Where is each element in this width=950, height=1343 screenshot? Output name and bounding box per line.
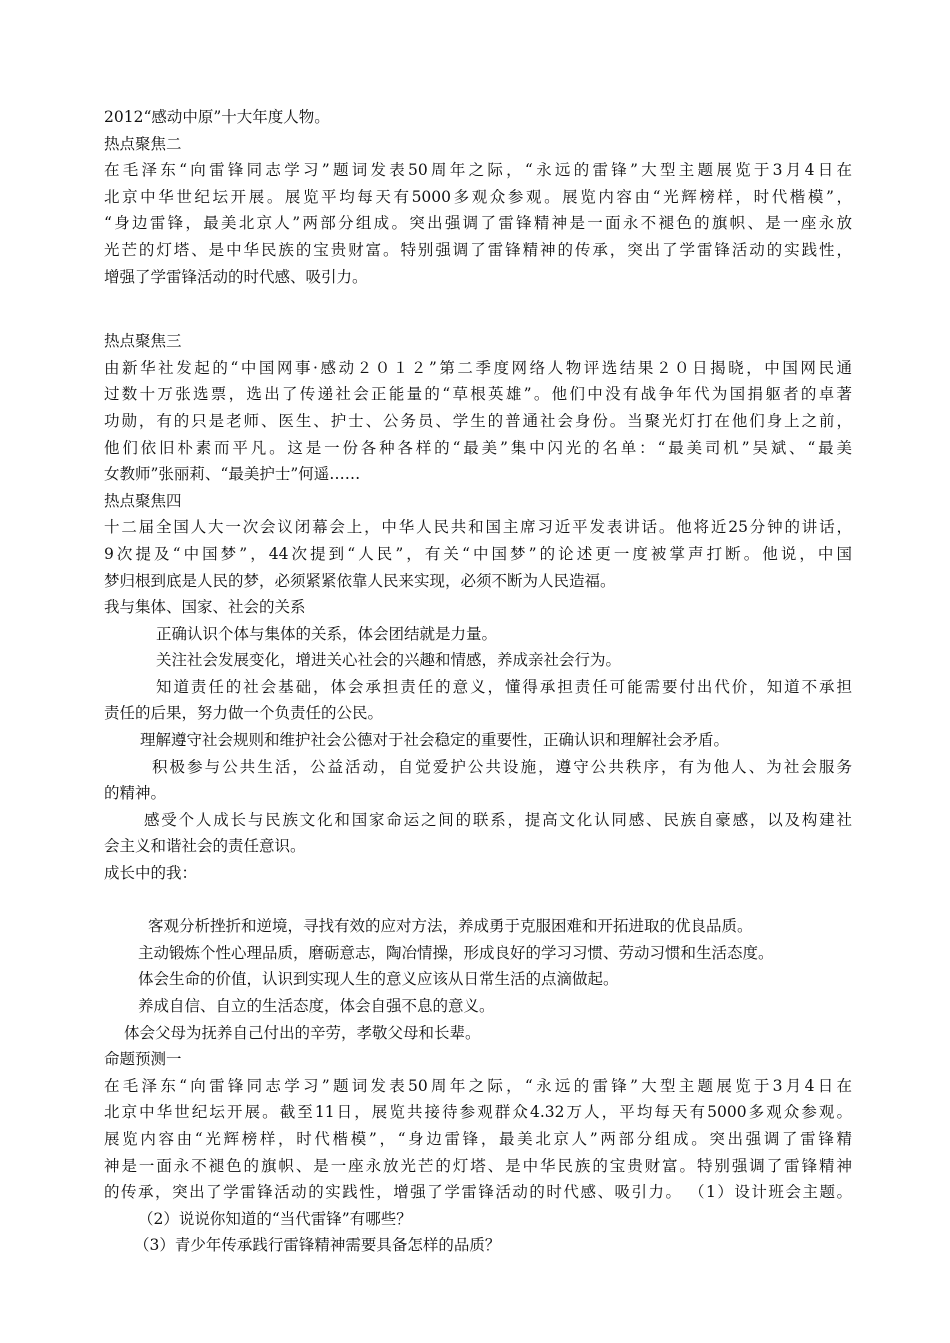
focus4-line: 梦归根到底是人民的梦，必须紧紧依靠人民来实现，必须不断为人民造福。 bbox=[104, 571, 616, 590]
prediction1-question: （2）说说你知道的“当代雷锋”有哪些？ bbox=[138, 1209, 412, 1228]
relation-item: 理解遵守社会规则和维护社会公德对于社会稳定的重要性，正确认识和理解社会矛盾。 bbox=[140, 731, 730, 750]
prediction1-line: 在毛泽东“向雷锋同志学习”题词发表50周年之际，“永远的雷锋”大型主题展览于3月4日在 bbox=[104, 1076, 852, 1095]
focus2-line: 光芒的灯塔、是中华民族的宝贵财富。特别强调了雷锋精神的传承，突出了学雷锋活动的实践性， bbox=[104, 240, 852, 259]
focus3-heading: 热点聚焦三 bbox=[104, 332, 182, 351]
relation-item: 关注社会发展变化，增进关心社会的兴趣和情感，养成亲社会行为。 bbox=[156, 651, 622, 670]
relation-item: 感受个人成长与民族文化和国家命运之间的联系，提高文化认同感、民族自豪感，以及构建社 bbox=[144, 810, 852, 829]
focus3-line: 由新华社发起的“中国网事·感动２０１２”第二季度网络人物评选结果２０日揭晓，中国网民通 bbox=[104, 358, 852, 377]
spacer bbox=[104, 290, 852, 328]
focus4-heading: 热点聚焦四 bbox=[104, 491, 182, 510]
growth-item: 主动锻炼个性心理品质，磨砺意志，陶冶情操，形成良好的学习习惯、劳动习惯和生活态度。 bbox=[138, 943, 774, 962]
growth-item: 客观分析挫折和逆境，寻找有效的应对方法，养成勇于克服困难和开拓进取的优良品质。 bbox=[148, 917, 753, 936]
focus4-line: 9次提及“中国梦”，44次提到“人民”，有关“中国梦”的论述更一度被掌声打断。他说，中国 bbox=[104, 544, 852, 563]
relation-item-cont: 责任的后果，努力做一个负责任的公民。 bbox=[104, 704, 384, 723]
focus3-line: 功勋，有的只是老师、医生、护士、公务员、学生的普通社会身份。当聚光灯打在他们身上之前， bbox=[104, 411, 852, 430]
relation-item: 知道责任的社会基础，体会承担责任的意义，懂得承担责任可能需要付出代价，知道不承担 bbox=[156, 677, 852, 696]
focus2-heading: 热点聚焦二 bbox=[104, 134, 182, 153]
relation-item: 正确认识个体与集体的关系，体会团结就是力量。 bbox=[156, 624, 498, 643]
growth-heading: 成长中的我： bbox=[104, 864, 198, 883]
prediction1-line: 的传承，突出了学雷锋活动的实践性，增强了学雷锋活动的时代感、吸引力。 （1）设计班会主题。 bbox=[104, 1183, 852, 1202]
prediction1-line: 神是一面永不褪色的旗帜、是一座永放光芒的灯塔、是中华民族的宝贵财富。特别强调了雷锋精神 bbox=[104, 1156, 852, 1175]
document-page bbox=[104, 104, 852, 1259]
focus2-line: 增强了学雷锋活动的时代感、吸引力。 bbox=[104, 267, 368, 286]
growth-item: 体会父母为抚养自己付出的辛劳，孝敬父母和长辈。 bbox=[124, 1023, 481, 1042]
prediction1-line: 展览内容由“光辉榜样，时代楷模”，“身边雷锋，最美北京人”两部分组成。突出强调了雷锋精 bbox=[104, 1129, 852, 1148]
prediction1-question: （3）青少年传承践行雷锋精神需要具备怎样的品质？ bbox=[134, 1236, 501, 1255]
relation-heading: 我与集体、国家、社会的关系 bbox=[104, 598, 306, 617]
focus4-line: 十二届全国人大一次会议闭幕会上，中华人民共和国主席习近平发表讲话。他将近25分钟的讲话， bbox=[104, 518, 852, 537]
growth-item: 体会生命的价值，认识到实现人生的意义应该从日常生活的点滴做起。 bbox=[138, 970, 619, 989]
spacer bbox=[104, 887, 852, 914]
focus2-line: “身边雷锋，最美北京人”两部分组成。突出强调了雷锋精神是一面永不褪色的旗帜、是一座永放 bbox=[104, 214, 852, 233]
focus3-line: 过数十万张选票，选出了传递社会正能量的“草根英雄”。他们中没有战争年代为国捐躯者的卓著 bbox=[104, 385, 852, 404]
relation-item-cont: 会主义和谐社会的责任意识。 bbox=[104, 837, 306, 856]
focus2-line: 在毛泽东“向雷锋同志学习”题词发表50周年之际，“永远的雷锋”大型主题展览于3月4日在 bbox=[104, 161, 852, 180]
prediction1-line: 北京中华世纪坛开展。截至11日，展览共接待参观群众4.32万人，平均每天有5000多观众参观。 bbox=[104, 1103, 852, 1122]
focus2-line: 北京中华世纪坛开展。展览平均每天有5000多观众参观。展览内容由“光辉榜样，时代楷模”， bbox=[104, 187, 852, 206]
relation-item-cont: 的精神。 bbox=[104, 784, 167, 803]
growth-item: 养成自信、自立的生活态度，体会自强不息的意义。 bbox=[138, 997, 495, 1015]
focus3-line: 女教师”张丽莉、“最美护士”何遥…… bbox=[104, 465, 361, 484]
prediction1-heading: 命题预测一 bbox=[104, 1050, 182, 1069]
intro-line: 2012“感动中原”十大年度人物。 bbox=[104, 108, 330, 126]
focus3-line: 他们依旧朴素而平凡。这是一份各种各样的“最美”集中闪光的名单：“最美司机”吴斌、“最美 bbox=[104, 438, 852, 457]
relation-item: 积极参与公共生活，公益活动，自觉爱护公共设施，遵守公共秩序，有为他人、为社会服务 bbox=[152, 757, 852, 776]
